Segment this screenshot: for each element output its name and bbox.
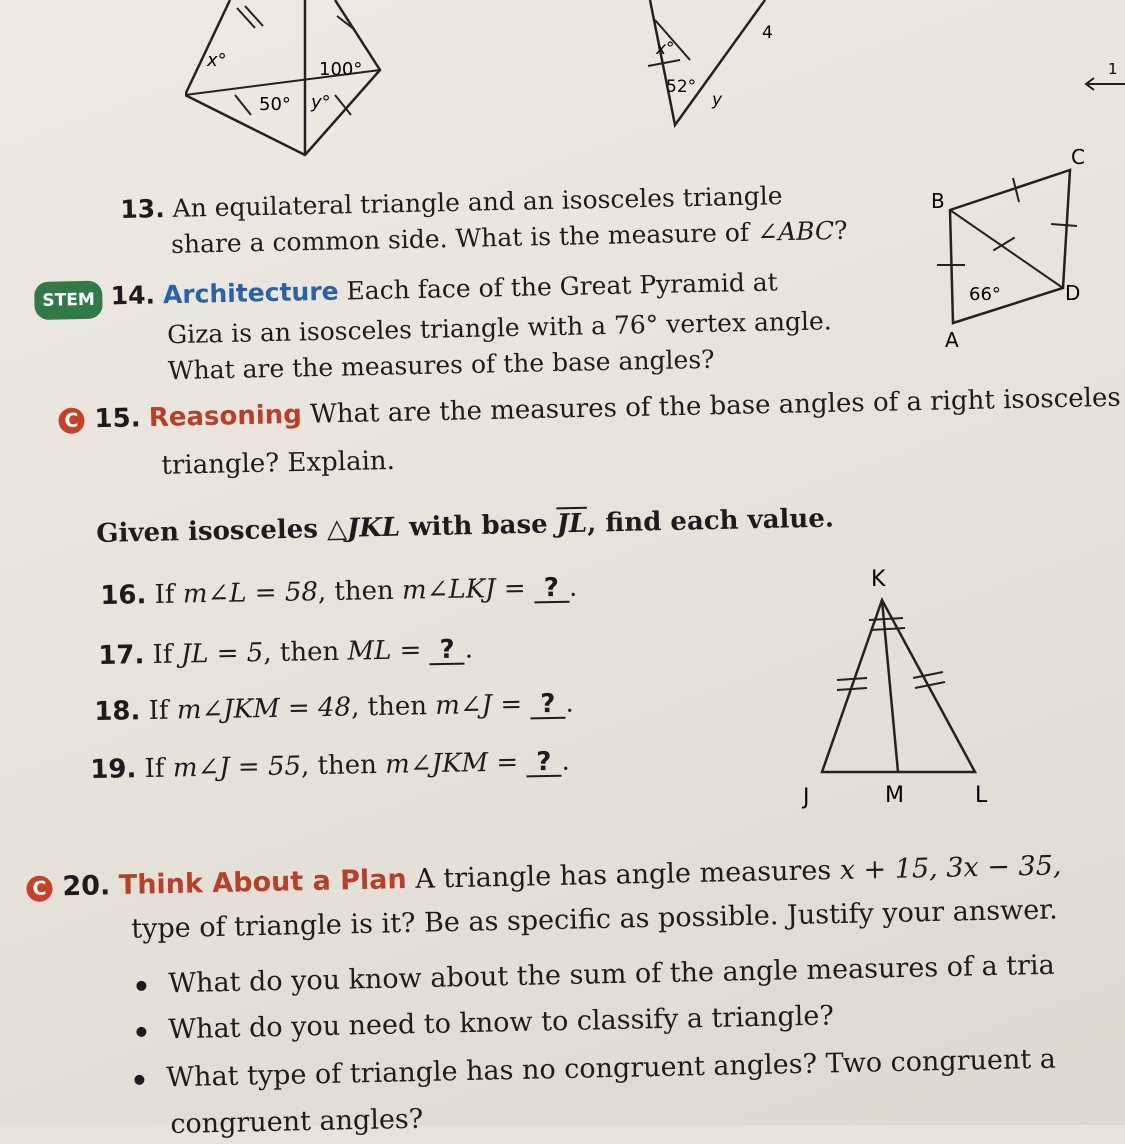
- given-text1: Given isosceles: [96, 514, 328, 549]
- question-19-target: m∠JKM =: [384, 747, 527, 780]
- jkl-label-j: J: [803, 785, 810, 810]
- bullet-dot: [136, 980, 146, 990]
- kite-label-100: 100°: [319, 59, 363, 80]
- question-13: [120, 177, 848, 264]
- question-20-expression: x + 15, 3x − 35,: [839, 850, 1062, 886]
- question-17-number: 17.: [98, 640, 145, 671]
- challenge-icon-20: C: [26, 875, 53, 902]
- question-17-end: .: [464, 634, 474, 665]
- question-19-number: 19.: [90, 754, 137, 785]
- given-text3: , find each value.: [586, 503, 835, 539]
- question-16-condition: m∠L = 58: [182, 577, 319, 610]
- question-13-number: 13.: [120, 194, 165, 224]
- abcd-figure: [925, 140, 1100, 355]
- abcd-label-66: 66°: [969, 284, 1001, 305]
- challenge-icon: C: [58, 407, 85, 434]
- question-20-cutoff-line: [170, 1101, 424, 1144]
- given-base: $\overline{JL}$: [556, 508, 588, 540]
- given-statement: [96, 501, 834, 552]
- question-17-target: ML =: [347, 635, 430, 667]
- question-19-pre: If: [144, 753, 174, 785]
- question-18: [94, 686, 574, 730]
- bullet-3-text: What type of triangle has no congruent angles? Two congruent a: [166, 1043, 1057, 1094]
- question-16-pre: If: [154, 579, 184, 611]
- question-16-number: 16.: [100, 580, 147, 611]
- question-13-angle: ∠ABC: [756, 216, 835, 247]
- question-19: [90, 744, 570, 788]
- jkl-label-l: L: [975, 783, 988, 808]
- top-triangle-label-52: 52°: [666, 77, 697, 97]
- bullet-dot: [134, 1074, 144, 1084]
- question-20-bullet-1: [136, 947, 1055, 1004]
- question-18-condition: m∠JKM = 48: [176, 692, 352, 726]
- given-text2: with base: [399, 509, 557, 543]
- question-18-blank: ?: [530, 691, 566, 720]
- question-13-line2c: ?: [833, 215, 848, 246]
- top-triangle-label-y: y: [712, 90, 723, 110]
- bullet-2-text: What do you need to know to classify a triangle?: [168, 1000, 835, 1046]
- jkl-triangle-figure: [795, 560, 1005, 820]
- question-17: [98, 631, 473, 674]
- top-triangle-figure: [620, 0, 790, 135]
- bullet-dot: [136, 1026, 146, 1036]
- question-14-line3: What are the measures of the base angles?: [167, 344, 715, 386]
- jkl-label-k: K: [871, 567, 886, 592]
- question-18-end: .: [565, 688, 574, 719]
- question-17-blank: ?: [429, 637, 465, 666]
- question-19-condition: m∠J = 55: [172, 751, 302, 784]
- kite-label-50: 50°: [259, 94, 291, 115]
- top-triangle-label-4: 4: [762, 23, 773, 43]
- question-14-number: 14.: [110, 280, 156, 311]
- kite-label-x: x°: [207, 50, 227, 71]
- question-14: [34, 263, 833, 392]
- kite-label-y: y°: [311, 92, 331, 113]
- stem-badge: STEM: [34, 281, 103, 320]
- question-16-blank: ?: [534, 575, 570, 604]
- jkl-label-m: M: [885, 783, 904, 808]
- question-16-end: .: [568, 572, 578, 603]
- question-20-heading: Think About a Plan: [118, 864, 408, 902]
- abcd-label-c: C: [1071, 145, 1085, 169]
- abcd-label-b: B: [931, 189, 945, 213]
- question-20-bullet-2: [136, 997, 834, 1050]
- top-triangle-label-x: x°: [656, 39, 675, 59]
- question-19-mid: , then: [300, 749, 386, 782]
- question-15-line2: triangle? Explain.: [161, 445, 396, 481]
- question-13-line2a: share a common side. What is the measure of: [170, 217, 758, 259]
- kite-figure: [185, 0, 395, 160]
- side-arrow-marker: [1082, 58, 1125, 94]
- question-18-target: m∠J =: [434, 689, 531, 722]
- question-17-condition: JL = 5: [180, 638, 264, 670]
- question-14-heading: Architecture: [162, 276, 339, 310]
- abcd-label-d: D: [1065, 281, 1081, 305]
- question-15: [58, 374, 1122, 492]
- question-18-pre: If: [148, 695, 178, 727]
- question-17-mid: , then: [263, 636, 348, 669]
- question-14-line2a: Giza is an isosceles triangle with a: [166, 310, 615, 350]
- question-16-target: m∠LKJ =: [401, 573, 535, 606]
- question-18-number: 18.: [94, 696, 141, 727]
- question-19-blank: ?: [526, 749, 562, 778]
- question-16: [100, 570, 578, 614]
- question-14-line2c: vertex angle.: [657, 306, 832, 339]
- side-marker-label: 1: [1108, 60, 1118, 78]
- question-20-number: 20.: [62, 870, 111, 903]
- question-17-pre: If: [152, 639, 182, 671]
- question-14-angle: 76°: [613, 309, 659, 340]
- bullet-1-text: What do you know about the sum of the angle measures of a tria: [168, 949, 1056, 1000]
- question-15-line1: What are the measures of the base angles of a right isosceles: [309, 382, 1121, 430]
- question-15-number: 15.: [94, 403, 141, 435]
- question-16-mid: , then: [317, 575, 403, 608]
- abcd-label-a: A: [945, 328, 959, 352]
- question-19-end: .: [561, 746, 570, 777]
- question-13-line1: An equilateral triangle and an isosceles triangle: [172, 181, 783, 223]
- cutoff-text: congruent angles?: [170, 1103, 424, 1140]
- question-15-heading: Reasoning: [148, 399, 303, 434]
- question-20-line2: type of triangle is it? Be as specific as possible. Justify your answer.: [131, 894, 1058, 945]
- question-14-line1: Each face of the Great Pyramid at: [346, 267, 778, 306]
- question-20-line1a: A triangle has angle measures: [414, 854, 841, 895]
- given-triangle: △JKL: [326, 512, 401, 545]
- question-20-bullet-3: [134, 1041, 1056, 1098]
- question-18-mid: , then: [350, 691, 436, 723]
- question-20: [26, 844, 1063, 954]
